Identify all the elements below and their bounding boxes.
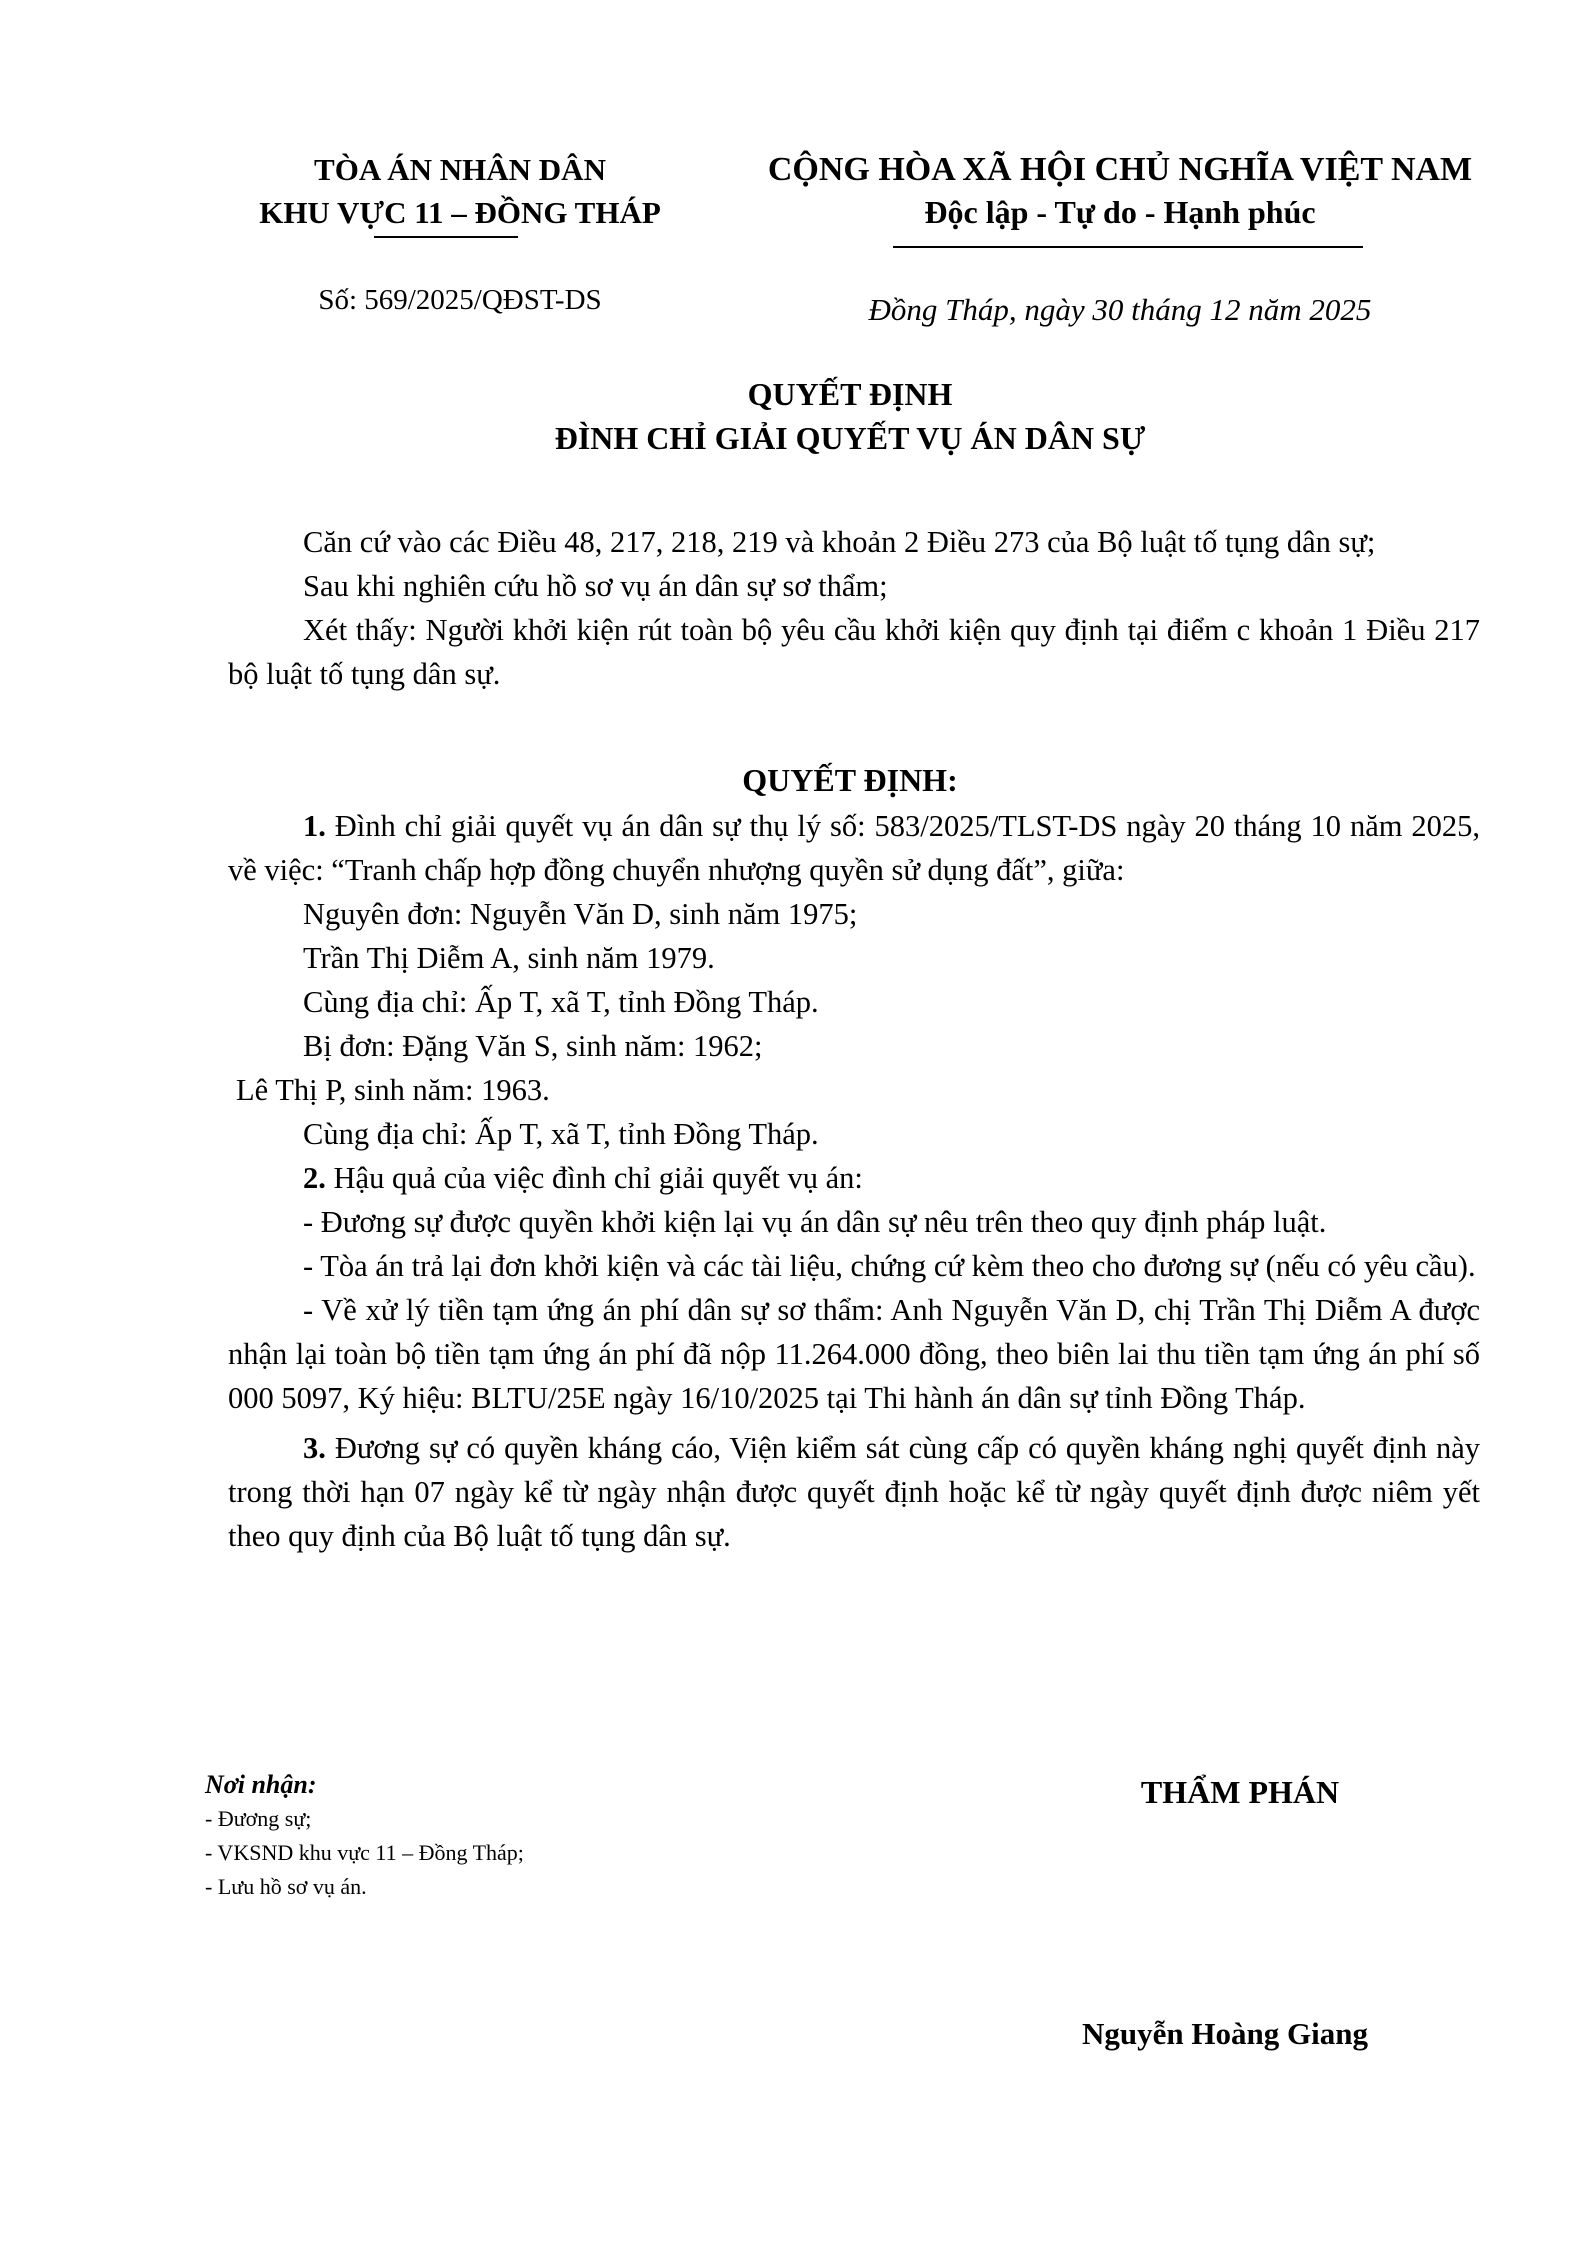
national-motto: Độc lập - Tự do - Hạnh phúc xyxy=(924,194,1316,230)
consequence-point: - Đương sự được quyền khởi kiện lại vụ án dân sự nêu trên theo quy định pháp luật. xyxy=(303,1205,1327,1239)
consequence-point: - Tòa án trả lại đơn khởi kiện và các tài liệu, chứng cứ kèm theo cho đương sự (nếu có yêu cầu). xyxy=(303,1249,1476,1283)
party-line: Cùng địa chỉ: Ấp T, xã T, tỉnh Đồng Tháp. xyxy=(303,985,819,1019)
item-3 xyxy=(228,1426,1480,1558)
item-1-text: Đình chỉ giải quyết vụ án dân sự thụ lý số: 583/2025/TLST-DS ngày 20 tháng 10 năm 2025, về việc: “Tranh chấp hợp đồng chuyển nhượng quyền sử dụng đất”, giữa: xyxy=(228,809,1480,887)
preamble-paragraph: Xét thấy: Người khởi kiện rút toàn bộ yêu cầu khởi kiện quy định tại điểm c khoản 1 Điều 217 bộ luật tố tụng dân sự. xyxy=(228,613,1480,691)
court-region: KHU VỰC 11 – ĐỒNG THÁP xyxy=(259,195,661,230)
judge-title: THẨM PHÁN xyxy=(1140,1774,1340,1810)
item-2-number: 2. xyxy=(303,1161,326,1195)
title-line-1: QUYẾT ĐỊNH xyxy=(747,376,953,412)
preamble-paragraph: Sau khi nghiên cứu hồ sơ vụ án dân sự sơ thẩm; xyxy=(303,569,888,603)
item-3-number: 3. xyxy=(303,1431,326,1465)
item-2 xyxy=(228,1156,1480,1200)
document-title xyxy=(200,372,1500,460)
recipients-heading: Nơi nhận: xyxy=(205,1770,317,1799)
party-line: Cùng địa chỉ: Ấp T, xã T, tỉnh Đồng Tháp. xyxy=(303,1117,819,1151)
decision-body xyxy=(228,804,1480,1558)
party-line: Nguyên đơn: Nguyễn Văn D, sinh năm 1975; xyxy=(303,897,858,931)
court-header-rule xyxy=(374,236,518,238)
recipient-item: - Đương sự; xyxy=(205,1806,312,1831)
item-2-text: Hậu quả của việc đình chỉ giải quyết vụ án: xyxy=(325,1161,863,1195)
judge-name: Nguyễn Hoàng Giang xyxy=(1082,2016,1368,2051)
party-line: Trần Thị Diễm A, sinh năm 1979. xyxy=(303,941,715,975)
preamble xyxy=(228,520,1480,696)
consequence-point: - Về xử lý tiền tạm ứng án phí dân sự sơ thẩm: Anh Nguyễn Văn D, chị Trần Thị Diễm A được nhận lại toàn bộ tiền tạm ứng án phí đã nộp 11.264.000 đồng, theo biên lai thu tiền tạm ứng án phí số 000 5097, Ký hiệu: BLTU/25E ngày 16/10/2025 tại Thi hành án dân sự tỉnh Đồng Tháp. xyxy=(228,1293,1480,1415)
party-line: Bị đơn: Đặng Văn S, sinh năm: 1962; xyxy=(303,1029,763,1063)
decision-heading: QUYẾT ĐỊNH: xyxy=(742,762,958,798)
recipient-item: - Lưu hồ sơ vụ án. xyxy=(205,1874,367,1899)
national-header xyxy=(720,148,1520,234)
preamble-paragraph: Căn cứ vào các Điều 48, 217, 218, 219 và khoản 2 Điều 273 của Bộ luật tố tụng dân sự; xyxy=(303,525,1376,559)
document-number: Số: 569/2025/QĐST-DS xyxy=(318,284,602,316)
court-header xyxy=(180,148,740,234)
motto-rule xyxy=(893,246,1363,248)
recipient-item: - VKSND khu vực 11 – Đồng Tháp; xyxy=(205,1840,524,1865)
court-name: TÒA ÁN NHÂN DÂN xyxy=(314,152,606,187)
place-date: Đồng Tháp, ngày 30 tháng 12 năm 2025 xyxy=(868,292,1372,327)
title-line-2: ĐÌNH CHỈ GIẢI QUYẾT VỤ ÁN DÂN SỰ xyxy=(554,420,1146,456)
item-1-number: 1. xyxy=(303,809,326,843)
party-line: Lê Thị P, sinh năm: 1963. xyxy=(236,1073,550,1107)
recipients-block xyxy=(205,1768,905,1904)
item-1 xyxy=(228,804,1480,892)
nation-name: CỘNG HÒA XÃ HỘI CHỦ NGHĨA VIỆT NAM xyxy=(767,151,1473,188)
item-3-text: Đương sự có quyền kháng cáo, Viện kiểm sát cùng cấp có quyền kháng nghị quyết định này trong thời hạn 07 ngày kể từ ngày nhận được quyết định hoặc kể từ ngày quyết định được niêm yết theo quy định của Bộ luật tố tụng dân sự. xyxy=(228,1431,1480,1553)
